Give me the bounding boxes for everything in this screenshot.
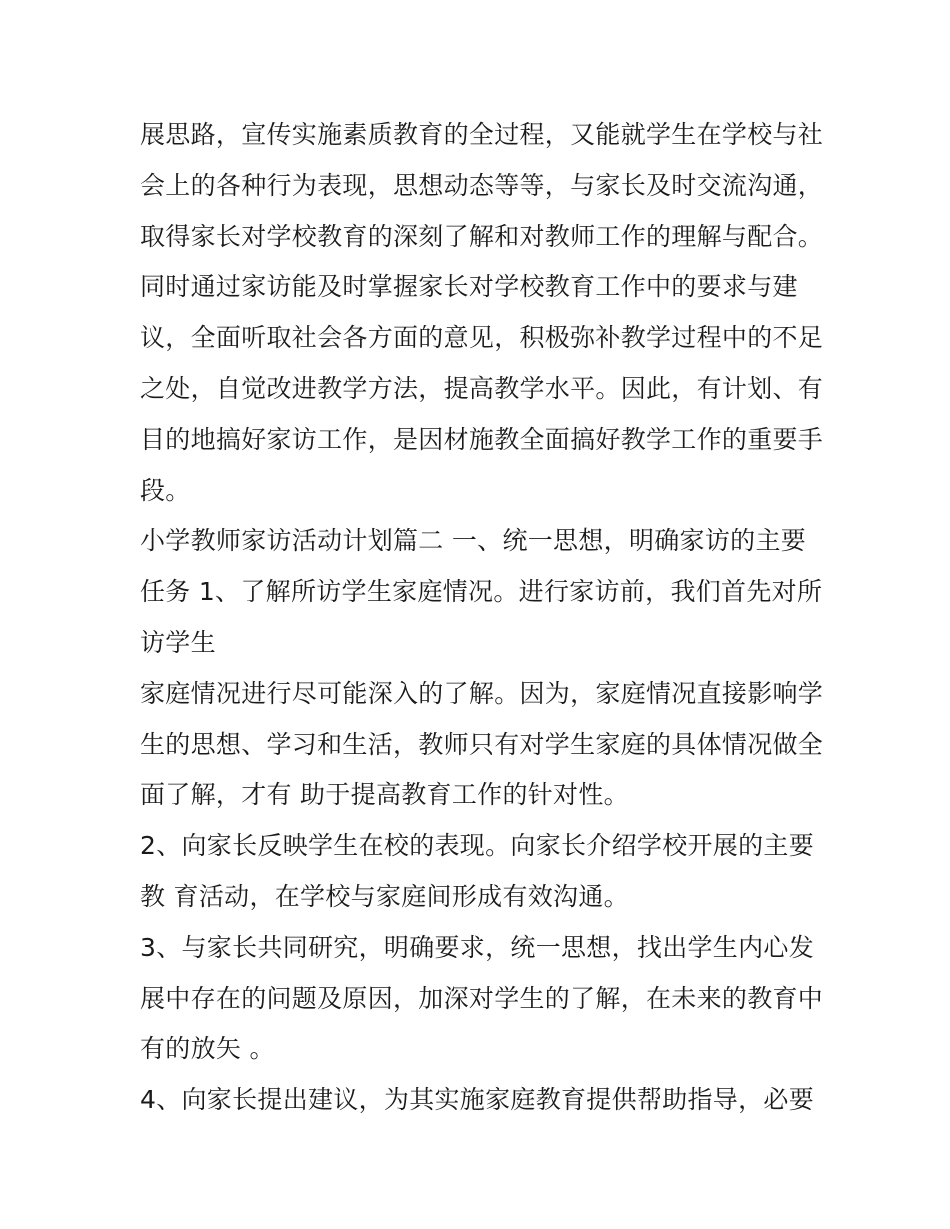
text-line: 教 育活动，在学校与家庭间形成有效沟通。 <box>140 881 629 911</box>
text-line: 家庭情况进行尽可能深入的了解。因为，家庭情况直接影响学 <box>140 678 824 708</box>
text-line: 取得家长对学校教育的深刻了解和对教师工作的理解与配合。 <box>140 221 824 251</box>
section-heading-line: 小学教师家访活动计划篇二 一、统一思想，明确家访的主要 <box>140 526 807 556</box>
text-line: 3、与家长共同研究，明确要求，统一思想，找出学生内心发 <box>140 932 815 962</box>
document-body <box>140 110 830 1126</box>
text-line: 同时通过家访能及时掌握家长对学校教育工作中的要求与建 <box>140 272 798 302</box>
text-line: 4、向家长提出建议，为其实施家庭教育提供帮助指导，必要 <box>140 1085 815 1115</box>
text-line: 面了解，才有 助于提高教育工作的针对性。 <box>140 780 629 810</box>
text-line: 之处，自觉改进教学方法，提高教学水平。因此，有计划、有 <box>140 373 824 403</box>
text-line: 目的地搞好家访工作，是因材施教全面搞好教学工作的重要手 <box>140 424 824 454</box>
text-line: 议，全面听取社会各方面的意见，积极弥补教学过程中的不足 <box>140 323 824 353</box>
text-line: 展思路，宣传实施素质教育的全过程，又能就学生在学校与社 <box>140 120 824 149</box>
text-line: 生的思想、学习和生活，教师只有对学生家庭的具体情况做全 <box>140 729 824 759</box>
text-line: 访学生 <box>140 627 216 657</box>
text-line: 2、向家长反映学生在校的表现。向家长介绍学校开展的主要 <box>140 831 815 861</box>
text-line: 有的放矢 。 <box>140 1034 275 1064</box>
text-line: 展中存在的问题及原因，加深对学生的了解，在未来的教育中 <box>140 983 824 1013</box>
text-line: 任务 1、了解所访学生家庭情况。进行家访前，我们首先对所 <box>140 577 823 607</box>
text-line: 会上的各种行为表现，思想动态等等，与家长及时交流沟通， <box>140 170 824 200</box>
text-line: 段。 <box>140 475 191 505</box>
